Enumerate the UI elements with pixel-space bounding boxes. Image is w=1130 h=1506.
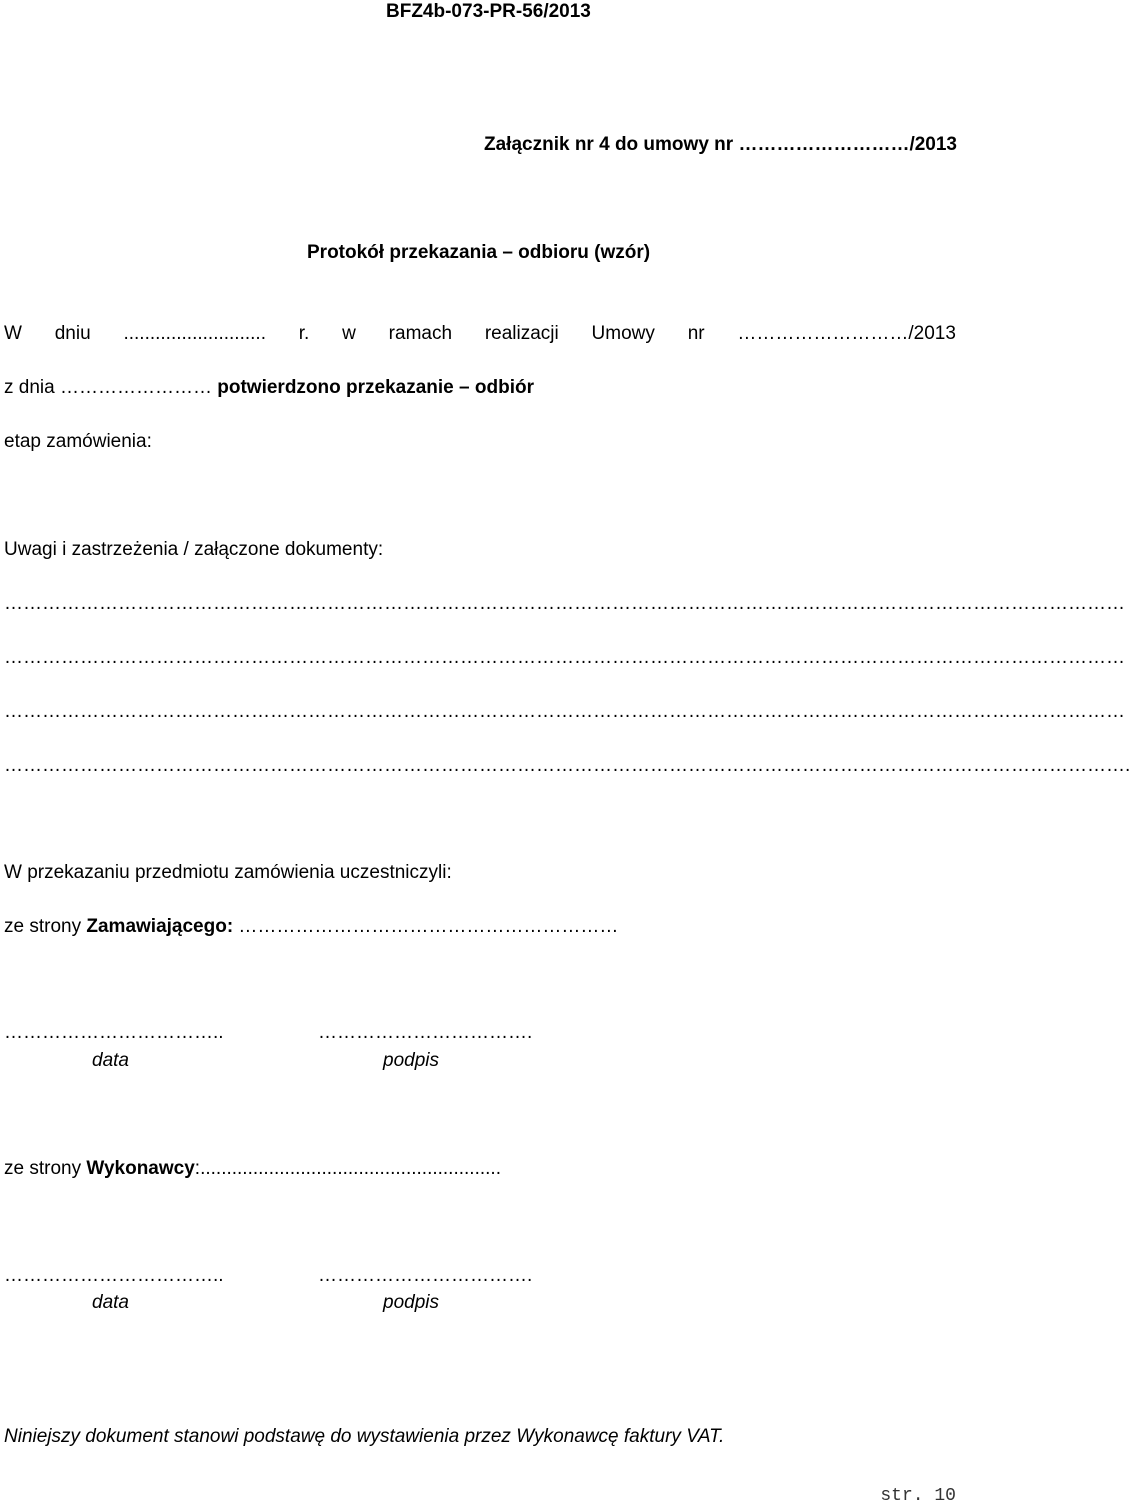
ordering-sign-label: podpis [383, 1050, 439, 1071]
intro-word: nr [687, 323, 705, 344]
contractor-name: Wykonawcy [86, 1158, 195, 1179]
ordering-date-label: data [92, 1050, 129, 1071]
stage-label: etap zamówienia: [4, 431, 152, 452]
contractor-dots: :......................................................... [194, 1158, 501, 1179]
ordering-sign-dots: ……………………………. [318, 1022, 533, 1043]
intro-word: dniu [54, 323, 91, 344]
ordering-party-dots: …………………………………………………… [233, 916, 619, 937]
contractor-sign-label: podpis [383, 1292, 439, 1313]
handover-statement: potwierdzono przekazanie – odbiór [217, 377, 534, 398]
footer-note: Niniejszy dokument stanowi podstawę do wystawienia przez Wykonawcę faktury VAT. [4, 1426, 725, 1447]
intro-line-2 [4, 378, 534, 397]
intro-word: Umowy [591, 323, 655, 344]
contractor-sign-dots: ……………………………. [318, 1265, 533, 1286]
intro-word: realizacji [484, 323, 559, 344]
contractor-prefix: ze strony [4, 1158, 87, 1179]
ordering-party-prefix: ze strony [4, 916, 87, 937]
intro-word: r. [298, 323, 310, 344]
protocol-title: Protokół przekazania – odbioru (wzór) [307, 242, 651, 263]
contractor-date-label: data [92, 1292, 129, 1313]
remarks-label: Uwagi i zastrzeżenia / załączone dokumenty: [4, 539, 384, 560]
contractor-date-dots: …………………………….. [4, 1265, 224, 1286]
ordering-date-dots: …………………………….. [4, 1022, 224, 1043]
intro-word: W [4, 323, 22, 344]
remarks-line: …………………………………………………………………………………………………………………………………………………………… [4, 647, 1125, 668]
annex-title: Załącznik nr 4 do umowy nr ………………………/2013 [484, 134, 957, 155]
document-code: BFZ4b-073-PR-56/2013 [386, 1, 591, 22]
intro-date-placeholder: ........................... [123, 323, 266, 344]
remarks-line: …………………………………………………………………………………………………………………………………………………………… [4, 593, 1125, 614]
intro-line-1 [4, 324, 956, 343]
contractor-line [4, 1159, 501, 1178]
remarks-line: …………………………………………………………………………………………………………………………………………………………… [4, 701, 1125, 722]
remarks-line: ……………………………………………………………………………………………………………………………………………………………. [4, 755, 1130, 776]
intro-date-field: z dnia …………………… [4, 377, 212, 398]
participants-label: W przekazaniu przedmiotu zamówienia uczestniczyli: [4, 862, 452, 883]
ordering-party-line [4, 917, 618, 936]
intro-word: ramach [388, 323, 453, 344]
intro-word: w [342, 323, 356, 344]
contract-number-placeholder: ………………………/2013 [737, 323, 956, 344]
ordering-party-name: Zamawiającego: [86, 916, 234, 937]
page-number: str. 10 [880, 1486, 956, 1506]
